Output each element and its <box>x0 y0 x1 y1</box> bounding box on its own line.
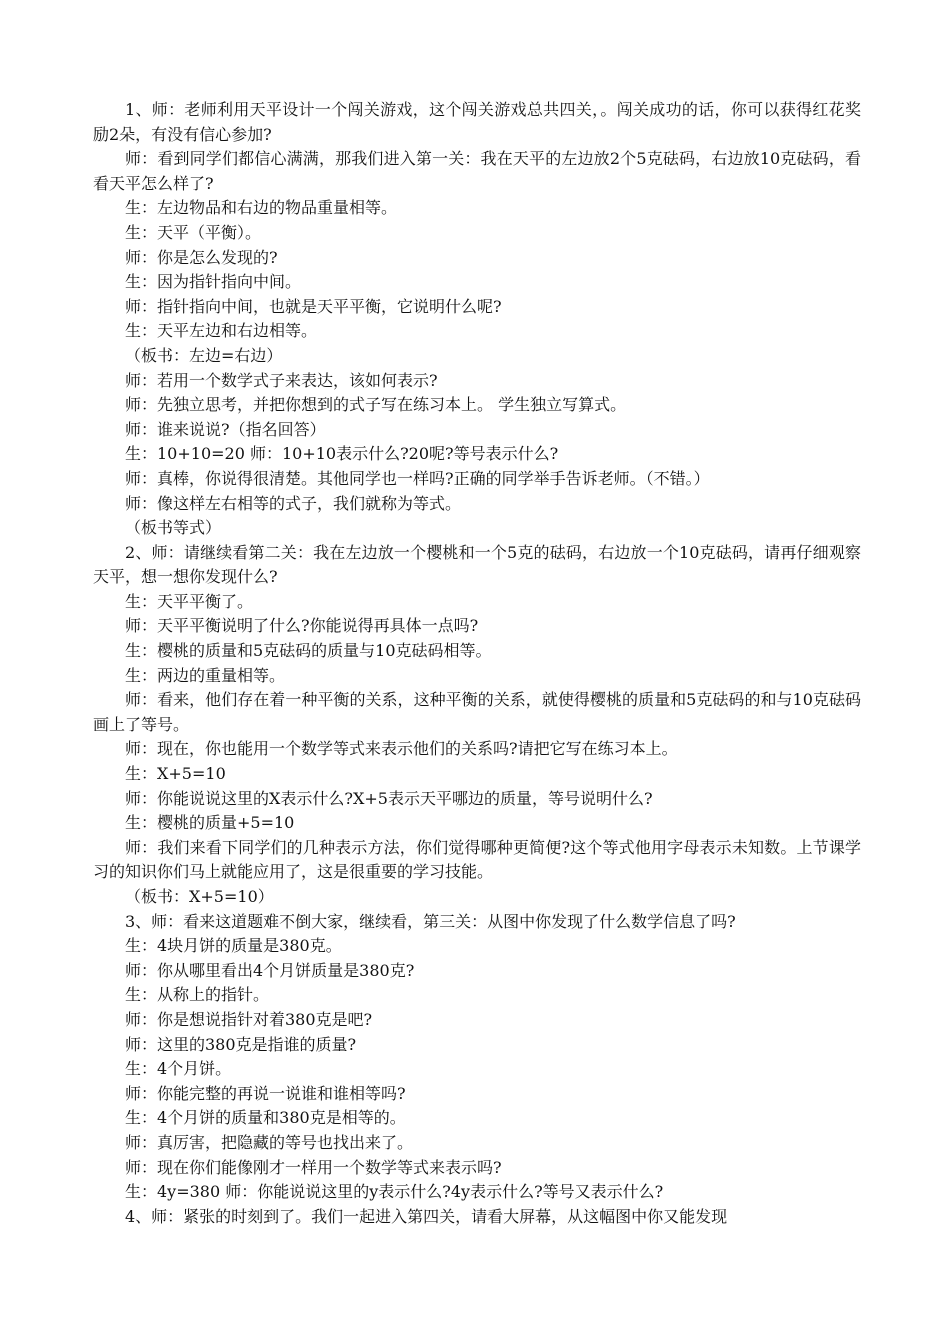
paragraph: 师：现在，你也能用一个数学等式来表示他们的关系吗?请把它写在练习本上。 <box>125 739 678 759</box>
paragraph: （板书等式） <box>125 518 222 538</box>
paragraph: 师：你能完整的再说一说谁和谁相等吗? <box>125 1083 406 1103</box>
paragraph: 生：4y=380 师：你能说说这里的y表示什么?4y表示什么?等号又表示什么? <box>125 1182 664 1202</box>
paragraph: 生：两边的重量相等。 <box>125 665 286 685</box>
paragraph: 2、师：请继续看第二关：我在左边放一个樱桃和一个5克的砝码，右边放一个10克砝码，请再仔细观察天平，想一想你发现什么? <box>93 542 861 587</box>
paragraph: 生：4个月饼。 <box>125 1059 232 1079</box>
paragraph: 师：若用一个数学式子来表达，该如何表示? <box>125 370 438 390</box>
paragraph: 师：看到同学们都信心满满，那我们进入第一关：我在天平的左边放2个5克砝码，右边放10克砝码，看看天平怎么样了? <box>93 149 861 193</box>
paragraph: 生：因为指针指向中间。 <box>125 272 302 292</box>
paragraph: 师：我们来看下同学们的几种表示方法，你们觉得哪种更简便?这个等式他用字母表示未知数。上节课学习的知识你们马上就能应用了，这是很重要的学习技能。 <box>93 837 861 882</box>
paragraph: 生：10+10=20 师：10+10表示什么?20呢?等号表示什么? <box>125 444 559 464</box>
paragraph: （板书：X+5=10） <box>125 887 274 906</box>
paragraph: 师：谁来说说?（指名回答） <box>125 419 326 439</box>
paragraph: 师：真棒，你说得很清楚。其他同学也一样吗?正确的同学举手告诉老师。（不错。） <box>125 468 710 488</box>
paragraph: 师：现在你们能像刚才一样用一个数学等式来表示吗? <box>125 1157 502 1177</box>
paragraph: 生：4个月饼的质量和380克是相等的。 <box>125 1108 406 1128</box>
paragraph: 生：从称上的指针。 <box>125 985 270 1005</box>
paragraph: 生：左边物品和右边的物品重量相等。 <box>125 198 398 218</box>
paragraph: 生：天平左边和右边相等。 <box>125 321 318 341</box>
paragraph: 师：这里的380克是指谁的质量? <box>125 1034 357 1054</box>
document-page <box>93 98 861 1229</box>
paragraph: 生：天平（平衡）。 <box>125 222 262 242</box>
paragraph: 师：先独立思考，并把你想到的式子写在练习本上。 学生独立写算式。 <box>125 395 627 415</box>
paragraph: 3、师：看来这道题难不倒大家，继续看，第三关：从图中你发现了什么数学信息了吗? <box>125 911 736 931</box>
paragraph: 师：你能说说这里的X表示什么?X+5表示天平哪边的质量，等号说明什么? <box>125 788 653 808</box>
paragraph: 生：4块月饼的质量是380克。 <box>125 936 342 956</box>
paragraph: 师：天平平衡说明了什么?你能说得再具体一点吗? <box>125 616 479 636</box>
paragraph: 生：X+5=10 <box>125 764 226 784</box>
paragraph: （板书：左边=右边） <box>125 345 283 365</box>
paragraph: 生：樱桃的质量和5克砝码的质量与10克砝码相等。 <box>125 641 492 661</box>
paragraph: 师：你是想说指针对着380克是吧? <box>125 1009 373 1029</box>
paragraph: 生：樱桃的质量+5=10 <box>125 813 295 833</box>
paragraph: 师：看来，他们存在着一种平衡的关系，这种平衡的关系，就使得樱桃的质量和5克砝码的和与10克砝码画上了等号。 <box>93 690 861 734</box>
paragraph: 4、师：紧张的时刻到了。我们一起进入第四关，请看大屏幕，从这幅图中你又能发现 <box>125 1206 728 1226</box>
paragraph: 师：真厉害，把隐藏的等号也找出来了。 <box>125 1132 414 1152</box>
paragraph: 1、师：老师利用天平设计一个闯关游戏，这个闯关游戏总共四关，。闯关成功的话，你可以获得红花奖励2朵，有没有信心参加? <box>93 100 861 144</box>
paragraph: 师：你是怎么发现的? <box>125 247 278 267</box>
paragraph: 师：你从哪里看出4个月饼质量是380克? <box>125 960 415 980</box>
paragraph: 生：天平平衡了。 <box>125 591 254 611</box>
paragraph: 师：像这样左右相等的式子，我们就称为等式。 <box>125 493 462 513</box>
paragraph: 师：指针指向中间，也就是天平平衡，它说明什么呢? <box>125 296 502 316</box>
